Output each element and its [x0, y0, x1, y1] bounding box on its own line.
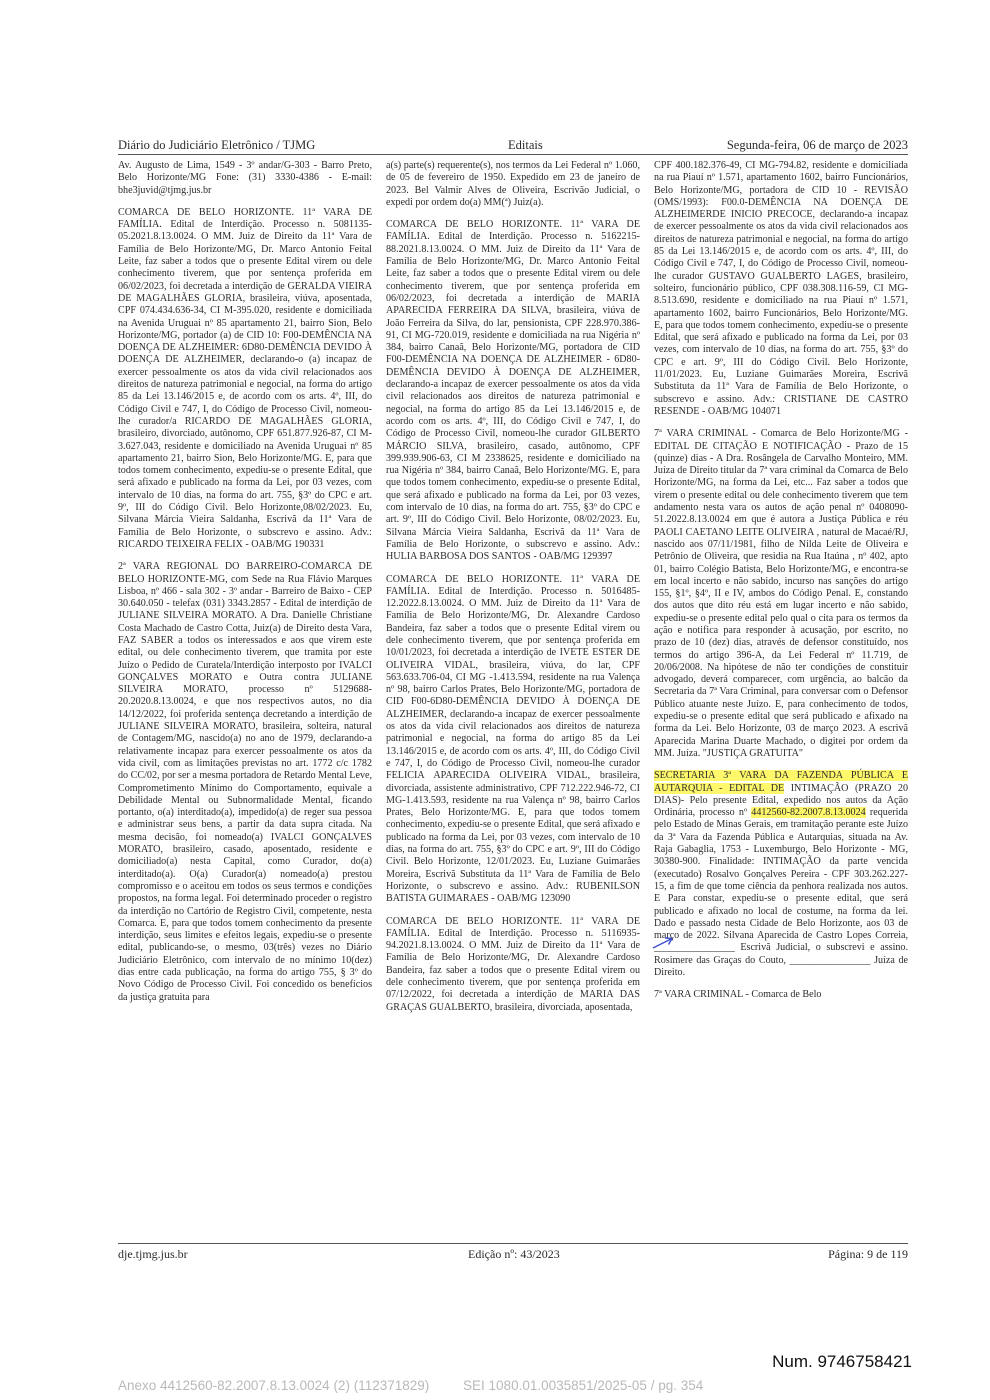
- footer-edition: Edição nº: 43/2023: [468, 1247, 560, 1261]
- annex-reference: Anexo 4412560-82.2007.8.13.0024 (2) (112371829): [118, 1378, 430, 1393]
- publication-date: Segunda-feira, 06 de março de 2023: [726, 138, 908, 152]
- footer-page-number: Página: 9 de 119: [828, 1247, 908, 1261]
- annex-stamp: [118, 1378, 938, 1393]
- notice-7-vara-criminal-start: 7ª VARA CRIMINAL - Comarca de Belo: [654, 989, 822, 1001]
- notice-citation-7-vara-criminal: 7ª VARA CRIMINAL - Comarca de Belo Horizonte/MG - EDITAL DE CITAÇÃO E NOTIFICAÇÃO - Prazo de 15 (quinze) dias - A Dra. Rosângela de Carvalho Monteiro, MM. Juíza de Direito titular da 7ª vara criminal da Comarca de Belo Horizonte/MG, na forma da Lei, etc... Faz saber a todos que virem o presente edital ou dele conhecimento tiverem que tem andamento nesta vara os autos de ação penal nº 0408090-51.2022.8.13.0024 em que é autora a Justiça Pública e réu PAOLI CAETANO LEITE OLIVEIRA , natural de Macaé/RJ, nascido aos 07/11/1981, filho de Nilda Leite de Oliveira e Petrônio de Oliveira, que residia na Rua Itaúna , nº 402, apto 01, bairro Colégio Batista, Belo Horizonte/MG, e encontra-se em local incerto e não sabido, incurso nas sanções do artigo 155, §1º, §4º, II e IV, ambos do Código Penal. E, constando dos autos que dito réu está em lugar incerto e não sabido, expediu-se o presente edital pelo qual o cita para os termos da ação e notifica para responder à acusação, por escrito, no prazo de 10 (dez) dias, através de defensor constituído, nos termos do artigo 396-A, da Lei Federal nº 11.719, de 20/06/2008. Na hipótese de não ter condições de constituir advogado, deverá comparecer, com urgência, ao balcão da Secretaria da 7ª Vara Criminal, para conversar com o Defensor Público atuante neste Juízo. E, para conhecimento de todos, expediu-se o presente edital que será publicado e afixado na forma da Lei. Belo Horizonte, 03 de março 2023. A escrivã Aparecida Marina Duarte Machado, o digitei por ordem da MM. Juíza. "JUSTIÇA GRATUITA": [654, 428, 908, 759]
- notice-text-part-a: INTIMAÇÃO (PRAZO 20 DIAS)- Pelo presente Edital, expedido nos autos da Ação Ordinária, processo nº: [654, 782, 908, 819]
- page-footer: [118, 1243, 908, 1262]
- journal-title: Diário do Judiciário Eletrônico / TJMG: [118, 138, 316, 152]
- section-title: Editais: [508, 138, 543, 152]
- document-body: [118, 160, 908, 1240]
- notice-text-part-b: requerida pelo Estado de Minas Gerais, em tramitação perante este Juízo da 3ª Vara da Fazenda Pública e Autarquias, situada na Av. Raja Gabaglia, 1753 - Luxemburgo, Belo Horizonte - MG, 30380-900. Finalidade: INTIMAÇÃO da parte vencida (executado) Rosalvo Gonçalves Pereira - CPF 303.262.227-15, a fim de que tome ciência da penhora realizada nos autos. E Para constar, expediu-se o presente edital, que será publicado e afixado no local de costume, na forma da lei. Dado e passado nesta Cidade de Belo Horizonte, aos 03 de março de 2022. Silvana Aparecida de Castro Lopes Correia, ________________ Escrivã Judicial, o subscrevi e assino. Rosimere das Graças do Couto, ________________ Juíza de Direito.: [654, 807, 908, 978]
- notice-interdiction-maria-das-gracas: COMARCA DE BELO HORIZONTE. 11ª VARA DE FAMÍLIA. Edital de Interdição. Processo n. 5116935-94.2021.8.13.0024. O MM. Juiz de Direito da 11ª Vara de Família de Belo Horizonte/MG, Dr. Alexandre Cardoso Bandeira, faz saber a todos que o presente Edital virem ou dele conhecimento tiverem, que por sentença proferida em 07/12/2022, foi decretada a interdição de MARIA DAS GRAÇAS GUALBERTO, brasileira, divorciada, aposentada,: [386, 915, 640, 1013]
- notice-interdiction-maria-aparecida: COMARCA DE BELO HORIZONTE. 11ª VARA DE FAMÍLIA. Edital de Interdição. Processo n. 5162215-88.2021.8.13.0024. O MM. Juiz de Direito da 11ª Vara de Família de Belo Horizonte/MG, Dr. Marco Antonio Feital Leite, faz saber a todos que o presente Edital virem ou dele conhecimento tiverem, que por sentença proferida em 06/02/2023, foi decretada a interdição de MARIA APARECIDA FERREIRA DA SILVA, brasileira, viúva de João Ferreira da Silva, do lar, pensionista, CPF 228.970.386-91, CI MG-720.019, residente e domiciliada na rua Nigéria nº 384, bairro Canaã, Belo Horizonte/MG, portadora de CID F00-DEMÊNCIA NA DOENÇA DE ALZHEIMER - 6D80-DEMÊNCIA DEVIDO À DOENÇA DE ALZHEIMER, declarando-a incapaz de exercer pessoalmente os atos da vida civil relacionados aos direitos de natureza patrimonial e negocial, na forma do artigo 85 da Lei 13.146/2015 e, de acordo com os arts. 4º, III, do Código Civil e 747, I, do Código de Processo Civil, nomeou-lhe curador GILBERTO MÁRCIO SILVA, brasileiro, casado, autônomo, CPF 399.939.906-63, CI M 2338625, residente e domiciliado na rua Nigéria nº 384, bairro Canaã, Belo Horizonte/MG. E, para que todos tomem conhecimento, expediu-se o presente Edital, que será afixado e publicado na forma da Lei, por 03 vezes, com intervalo de 10 dias, na forma do art. 755, §3º do CPC e art. 9º, III do Código Civil. Belo Horizonte, 08/02/2023. Eu, Silvana Márcia Vieira Saldanha, Escrivã da 11ª Vara de Família de Belo Horizonte, o subscrevo e assino. Adv.: HULIA BARBOSA DOS SANTOS - OAB/MG 129397: [386, 219, 640, 563]
- column-3: [654, 160, 908, 1240]
- footer-site: dje.tjmg.jus.br: [118, 1247, 188, 1261]
- notice-interdiction-continuation: CPF 400.182.376-49, CI MG-794.82, residente e domiciliada na rua Piauí nº 1.571, apartamento 1602, bairro Funcionários, Belo Horizonte/MG, portadora de CID 10 - REVISÃO (OMS/1993): F00.0-DEMÊNCIA NA DOENÇA DE ALZHEIMERDE INICIO PRECOCE, declarando-a incapaz de exercer pessoalmente os atos da vida civil relacionados aos direitos de natureza patrimonial e negocial, na forma do artigo 85 da Lei 13.146/2015 e, de acordo com os arts. 4º, III, do Código Civil e 747, I, do Código de Processo Civil, nomeou-lhe curador GUSTAVO GUALBERTO LAGES, brasileiro, solteiro, funcionário público, CPF 038.308.116-59, CI MG-8.513.690, residente e domiciliado na rua Piauí nº 1.571, apartamento 1602, bairro Funcionários, Belo Horizonte/MG. E, para que todos tomem conhecimento, expediu-se o presente Edital, que será afixado e publicado na forma da Lei, por 03 vezes, com intervalo de 10 dias, na forma do art. 755, §3º do CPC e art. 9º, III do Código Civil. Belo Horizonte, 11/01/2023. Eu, Luziane Guimarães Moreira, Escrivã Substituta da 11ª Vara de Família de Belo Horizonte, o subscrevo e assino. Adv.: CRISTIANE DE CASTRO RESENDE - OAB/MG 104071: [654, 160, 908, 417]
- notice-intimation-3-vara-fazenda: [654, 770, 908, 979]
- sei-reference: SEI 1080.01.0035851/2025-05 / pg. 354: [463, 1378, 704, 1393]
- page-header: [118, 138, 908, 155]
- column-2: [386, 160, 640, 1240]
- notice-address-continuation: Av. Augusto de Lima, 1549 - 3º andar/G-303 - Barro Preto, Belo Horizonte/MG Fone: (31) 3330-4386 - E-mail: bhe3juvid@tjmg.jus.br: [118, 160, 372, 196]
- document-number-stamp: Num. 9746758421: [772, 1352, 912, 1371]
- annotation-arrow-icon: [652, 936, 674, 950]
- highlighted-heading: SECRETARIA 3ª VARA DA FAZENDA PÚBLICA E AUTARQUIA - EDITAL DE: [654, 770, 908, 794]
- column-1: [118, 160, 372, 1240]
- highlighted-process-number: 4412560-82.2007.8.13.0024: [751, 807, 866, 819]
- notice-interdiction-juliane: 2ª VARA REGIONAL DO BARREIRO-COMARCA DE BELO HORIZONTE-MG, com Sede na Rua Flávio Marques Lisboa, nº 466 - sala 302 - 3º andar - Barreiro de Baixo - CEP 30.640.050 - telefax (031) 3343.2857 - Edital de interdição de JULIANE SILVEIRA MORATO. A Dra. Danielle Christiane Costa Machado de Castro Cotta, Juiz(a) de Direito desta Vara, FAZ SABER a todos os interessados e aos que virem este edital, ou dele conhecimento tiverem, que tramita por este Juízo o Pedido de Curatela/Interdição interposto por IVALCI GONÇALVES MORATO e Outra contra JULIANE SILVEIRA MORATO, processo nº 5129688-20.2020.8.13.0024, e que nos respectivos autos, no dia 14/12/2022, foi proferida sentença decretando a interdição de JULIANE SILVEIRA MORATO, brasileira, solteira, natural de Contagem/MG, nascido(a) no ano de 1979, declarando-a relativamente incapaz para exercer pessoalmente os atos da vida civil, com as limitações previstas no art. 1772 c/c 1782 do CC/02, por ser a mesma portadora de Retardo Mental Leve, Comprometimento Mínimo do Comportamento, equivale a Debilidade Mental ou Subnormalidade Mental, ficando portanto, o(a) interditado(a), impedido(a) de reger sua pessoa e administrar seus bens, a partir da data supra citada. Na mesma decisão, foi nomeado(a) IVALCI GONÇALVES MORATO, brasileiro, casado, aposentado, residente e domiciliado(a) nesta Capital, como Curador, do(a) interditado(a). O(a) Curador(a) nomeado(a) prestou compromisso e o aceitou em todos os seus termos e condições propostos, na forma legal. Foi determinado proceder o registro da interdição no Cartório de Registro Civil, competente, nesta Comarca. E, para que todos tomem conhecimento da presente interdição, seus limites e efeitos legais, expediu-se o presente edital, publicando-se, o mesmo, 03(três) vezes no Diário Judiciário Eletrônico, com intervalo de no mínimo 10(dez) dias entre cada publicação, na forma do artigo 755, § 3º do Novo Código de Processo Civil. Foi concedido os benefícios da justiça gratuita para: [118, 561, 372, 1003]
- notice-interdiction-geralda: COMARCA DE BELO HORIZONTE. 11ª VARA DE FAMÍLIA. Edital de Interdição. Processo n. 5081135-05.2021.8.13.0024. O MM. Juiz de Direito da 11ª Vara de Família de Belo Horizonte/MG, Dr. Marco Antonio Feital Leite, faz saber a todos que o presente Edital virem ou dele conhecimento tiverem, que por sentença proferida em 06/02/2023, foi decretada a interdição de GERALDA VIEIRA DE MAGALHÃES GLORIA, brasileira, viúva, aposentada, CPF 074.434.636-34, CI M-395.020, residente e domiciliada na Avenida Uruguai nº 85 apartamento 21, bairro Sion, Belo Horizonte/MG, portador (a) de CID 10: F00-DEMÊNCIA NA DOENÇA DE ALZHEIMER: 6D80-DEMÊNCIA DEVIDO À DOENÇA DE ALZHEIMER, declarando-o (a) incapaz de exercer pessoalmente os atos da vida civil relacionados aos direitos de natureza patrimonial e negocial, na forma do artigo 85 da Lei 13.146/2015 e, de acordo com os arts. 4º, III, do Código Civil e 747, I, do Código de Processo Civil, nomeou-lhe curador/a RICARDO DE MAGALHÃES GLORIA, brasileiro, divorciado, autônomo, CPF 651.877.926-87, CI M-3.627.043, residente e domiciliado na Avenida Uruguai nº 85 apartamento 21, bairro Sion, Belo Horizonte/MG. E, para que todos tomem conhecimento, expediu-se o presente Edital, que será afixado e publicado na forma da Lei, por 03 vezes, com intervalo de 10 dias, na forma do art. 755, §3º do CPC e art. 9º, III do Código Civil. Belo Horizonte,08/02/2023. Eu, Silvana Márcia Vieira Saldanha, Escrivã da 11ª Vara de Família de Belo Horizonte, o subscrevo e assino. Adv.: RICARDO TEIXEIRA FELIX - OAB/MG 190331: [118, 206, 372, 550]
- notice-continuation: a(s) parte(s) requerente(s), nos termos da Lei Federal nº 1.060, de 05 de fevereiro de 1950. Expedido em 23 de janeiro de 2023. Bel Valmir Alves de Oliveira, Escrivão Judicial, o expedi por ordem do(a) MM(ª) Juiz(a).: [386, 160, 640, 208]
- notice-interdiction-ivete: COMARCA DE BELO HORIZONTE. 11ª VARA DE FAMÍLIA. Edital de Interdição. Processo n. 5016485-12.2022.8.13.0024. O MM. Juiz de Direito da 11ª Vara de Família de Belo Horizonte/MG, Dr. Alexandre Cardoso Bandeira, faz saber a todos que o presente Edital virem ou dele conhecimento tiverem, que por sentença proferida em 10/01/2023, foi decretada a interdição de IVETE ESTER DE OLIVEIRA VIDAL, brasileira, viúva, do lar, CPF 563.633.706-04, CI MG -1.413.594, residente na rua Valença nº 98, bairro Carlos Prates, Belo Horizonte/MG, portadora de CID F00-6D80-DEMÊNCIA DEVIDO À DOENÇA DE ALZHEIMER, declarando-a incapaz de exercer pessoalmente os atos da vida civil relacionados aos direitos de natureza patrimonial e negocial, na forma do artigo 85 da Lei 13.146/2015 e, de acordo com os arts. 4º, III, do Código Civil e 747, I, do Código de Processo Civil, nomeou-lhe curador FELICIA APARECIDA OLIVEIRA VIDAL, brasileira, divorciada, assistente administrativo, CPF 712.222.946-72, CI MG-1.413.593, residente na rua Valença nº 98, bairro Carlos Prates, Belo Horizonte/MG. E, para que todos tomem conhecimento, expediu-se o presente Edital, que será afixado e publicado na forma da Lei, por 03 vezes, com intervalo de 10 dias, na forma do art. 755, §3º do CPC e art. 9º, III do Código Civil. Belo Horizonte, 12/01/2023. Eu, Luziane Guimarães Moreira, Escrivã Substituta da 11ª Vara de Família de Belo Horizonte, o subscrevo e assino. Adv.: RUBENILSON BATISTA GUIMARAES - OAB/MG 123090: [386, 573, 640, 905]
